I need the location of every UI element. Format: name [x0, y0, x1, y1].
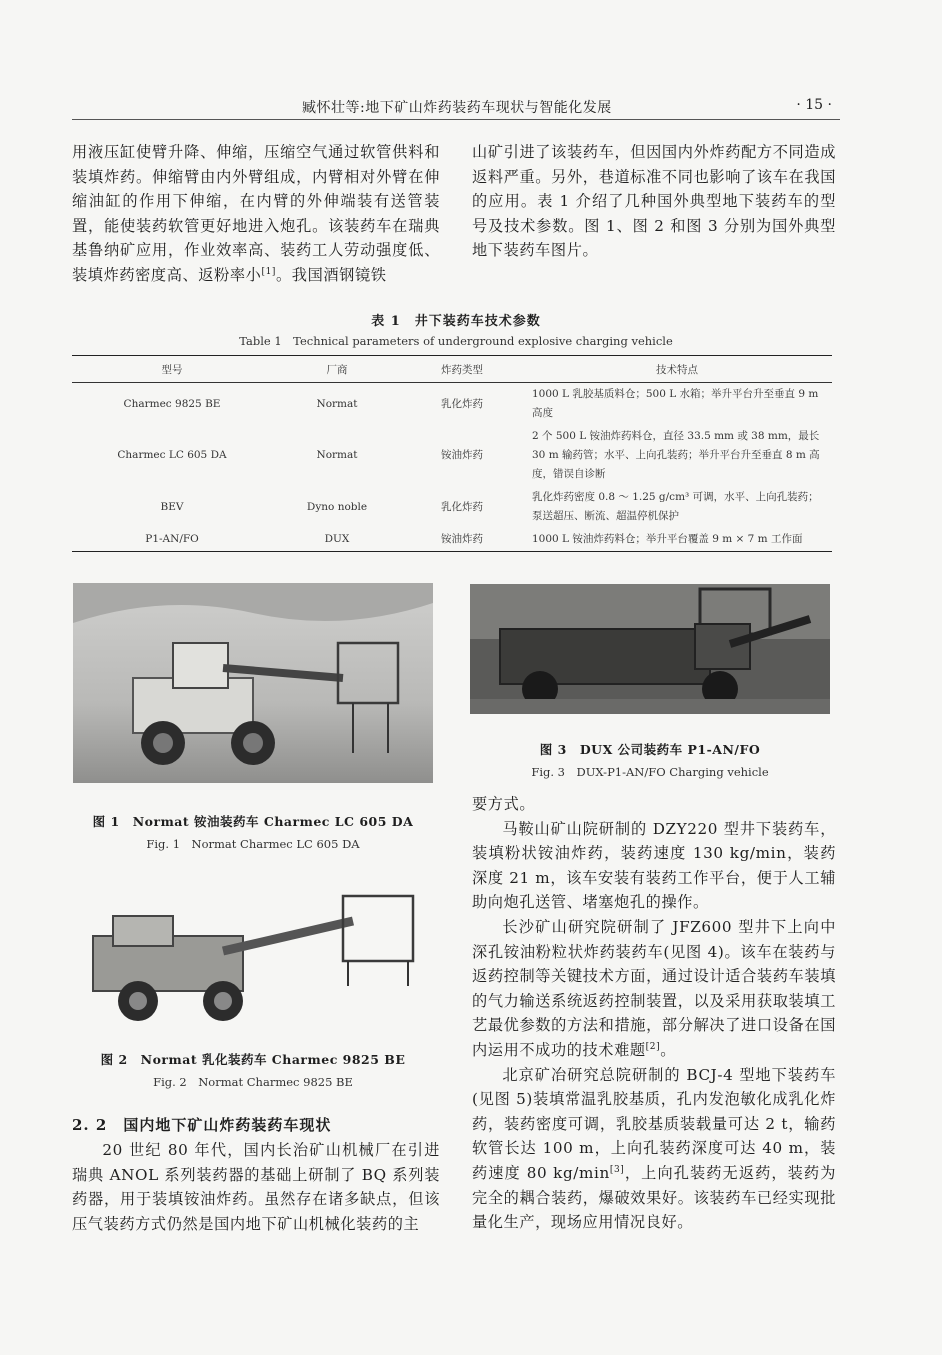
figure-3-caption-en: Fig. 3 DUX-P1-AN/FO Charging vehicle	[531, 765, 769, 779]
table-cell: Normat	[316, 397, 358, 410]
table-row	[72, 528, 832, 552]
figure-3-photo	[470, 584, 830, 714]
body-paragraph: 20 世纪 80 年代，国内长治矿山机械厂在引进瑞典 ANOL 系列装药器的基础上研制了 BQ 系列装药器，用于装填铵油炸药。虽然存在诸多缺点，但该压气装药方式仍然是国内地下矿山机械化装药的主	[72, 1141, 440, 1233]
left-column-bottom-text	[72, 1138, 440, 1236]
column-header: 型号	[72, 356, 272, 383]
table-cell: 铵油炸药	[441, 449, 483, 461]
right-column-top-text	[472, 140, 836, 263]
body-paragraph: 山矿引进了该装药车，但因国内外炸药配方不同造成返料严重。另外，巷道标准不同也影响了该车在我国的应用。表 1 介绍了几种国外典型地下装药车的型号及技术参数。图 1、图 2 和图 3 分别为国外典型地下装药车图片。	[472, 143, 836, 260]
table-cell: Charmec 9825 BE	[123, 397, 221, 410]
table-cell: Charmec LC 605 DA	[117, 449, 227, 461]
figure-1-photo	[73, 583, 433, 783]
table-row	[72, 383, 832, 426]
body-paragraph: 用液压缸使臂升降、伸缩，压缩空气通过软管供料和装填炸药。伸缩臂由内外臂组成，内臂相对外臂在伸缩油缸的作用下伸缩，在内臂的外伸端装有送管装置，能使装药软管更好地进入炮孔。该装药车在瑞典基鲁纳矿应用，作业效率高、装药工人劳动强度低、装填炸药密度高、返粉率小[1]。我国酒钢镜铁	[72, 143, 440, 284]
left-column-top-text	[72, 140, 440, 288]
section-heading: 2. 2 国内地下矿山炸药装药车现状	[72, 1116, 332, 1134]
table-cell: BEV	[160, 500, 184, 513]
table-cell: 1000 L 乳胶基质料仓；500 L 水箱；举升平台升至垂直 9 m 高度	[532, 388, 819, 419]
parameters-table	[72, 355, 832, 552]
table-cell: 1000 L 铵油炸药料仓；举升平台覆盖 9 m × 7 m 工作面	[522, 528, 832, 552]
table-cell: 2 个 500 L 铵油炸药料仓，直径 33.5 mm 或 38 mm，最长 30 m 输药管；水平、上向孔装药；举升平台升至垂直 8 m 高度，错误自诊断	[532, 430, 820, 480]
table-row	[72, 486, 832, 528]
citation: [3]	[609, 1164, 625, 1175]
page-header	[72, 93, 840, 120]
table-cell: Normat	[316, 449, 358, 461]
column-header: 炸药类型	[402, 356, 522, 383]
table-cell: Dyno noble	[306, 500, 368, 513]
table-cell: 铵油炸药	[402, 528, 522, 552]
body-paragraph: 北京矿冶研究总院研制的 BCJ-4 型地下装药车(见图 5)装填常温乳胶基质，孔内发泡敏化成乳化炸药，装药密度可调，乳胶基质装载量可达 2 t，输药软管长达 100 m，上向孔装药深度可达 40 m，装药速度 80 kg/min[3]，上向孔装药无返药，装药为完全的耦合装药，爆破效果好。该装药车已经实现批量化生产，现场应用情况良好。	[472, 1065, 836, 1232]
table-cell: 乳化炸药密度 0.8 ～ 1.25 g/cm³ 可调，水平、上向孔装药；泵送超压、断流、超温停机保护	[532, 491, 819, 522]
figure-2-caption-en: Fig. 2 Normat Charmec 9825 BE	[153, 1075, 353, 1089]
table-row	[72, 425, 832, 486]
column-header: 厂商	[272, 356, 402, 383]
citation: [1]	[261, 266, 277, 277]
table-header-row	[72, 356, 832, 383]
table-caption-zh: 表 1 井下装药车技术参数	[371, 314, 541, 329]
table-cell: DUX	[272, 528, 402, 552]
table-caption-en: Table 1 Technical parameters of underground explosive charging vehicle	[239, 334, 673, 348]
table-cell: 乳化炸药	[441, 397, 483, 410]
body-paragraph: 要方式。	[472, 795, 536, 813]
figure-2-caption-zh: 图 2 Normat 乳化装药车 Charmec 9825 BE	[100, 1052, 406, 1067]
page-number: · 15 ·	[796, 97, 832, 113]
figure-3-caption-zh: 图 3 DUX 公司装药车 P1-AN/FO	[539, 742, 761, 757]
running-title: 臧怀壮等:地下矿山炸药装药车现状与智能化发展	[302, 100, 612, 116]
body-paragraph: 长沙矿山研究院研制了 JFZ600 型井下上向中深孔铵油粉粒状炸药装药车(见图 4)。该车在装药与返药控制等关键技术方面，通过设计适合装药车装填的气力输送系统返药控制装置，以及采用获取装填工艺最优参数的方法和措施，部分解决了进口设备在国内运用不成功的技术难题[2]。	[472, 917, 836, 1059]
citation: [2]	[645, 1041, 661, 1052]
body-paragraph: 马鞍山矿山院研制的 DZY220 型井下装药车，装填粉状铵油炸药，装药速度 130 kg/min，装药深度 21 m，该车安装有装药工作平台，便于人工辅助向炮孔送管、堵塞炮孔的操作。	[472, 819, 836, 912]
table-cell: 乳化炸药	[441, 500, 483, 513]
figure-1-caption-zh: 图 1 Normat 铵油装药车 Charmec LC 605 DA	[92, 814, 414, 829]
column-header: 技术特点	[522, 356, 832, 383]
table-cell: P1-AN/FO	[72, 528, 272, 552]
figure-2-photo	[73, 876, 433, 1041]
right-column-bottom-text	[472, 792, 836, 1235]
figure-1-caption-en: Fig. 1 Normat Charmec LC 605 DA	[146, 837, 360, 851]
